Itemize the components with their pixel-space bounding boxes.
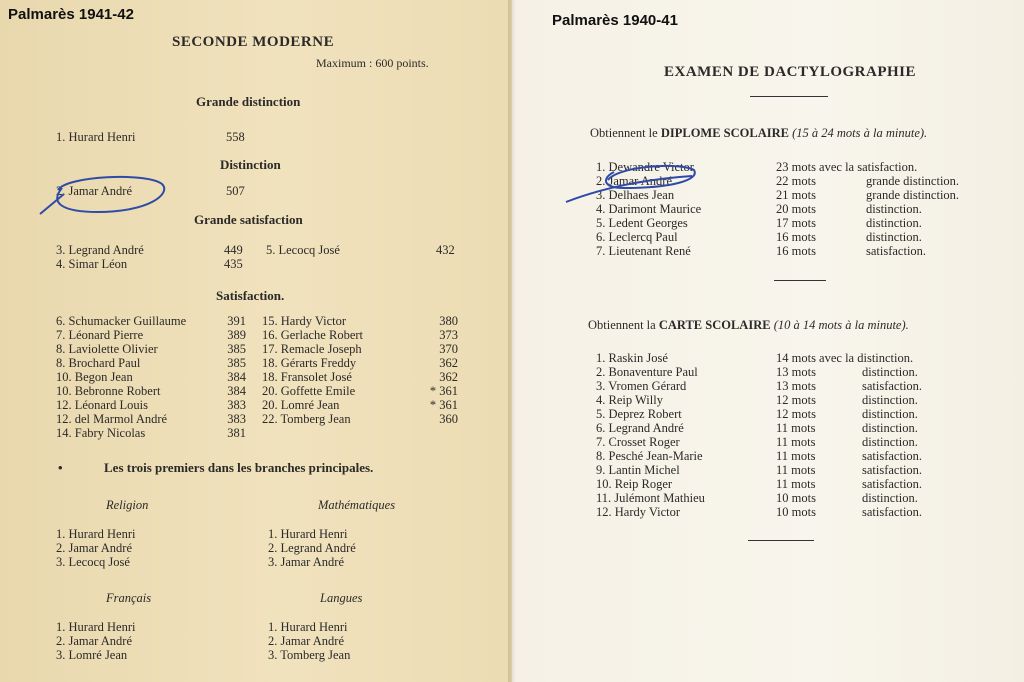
list-item: 2. Jamar André [56, 634, 133, 648]
list-item [262, 328, 458, 342]
list-item-name: 20. Lomré Jean [262, 398, 340, 412]
list-item-mots: 16 mots [776, 230, 816, 244]
list-item-mots: 11 mots [776, 435, 816, 449]
list-item: 3. Jamar André [268, 555, 345, 569]
list-item-name: 17. Remacle Joseph [262, 342, 362, 356]
list-item-name: 2. Bonaventure Paul [596, 365, 698, 379]
list-item-name: 6. Legrand André [596, 421, 684, 435]
list-item [596, 160, 996, 174]
list-item [596, 393, 996, 407]
list-item-name: 12. Hardy Victor [596, 505, 681, 519]
list-item-score: 385 [227, 356, 246, 370]
list-item-name: 8. Laviolette Olivier [56, 342, 158, 356]
list-item-mention: distinction. [862, 435, 918, 449]
list-item-mots: 17 mots [776, 216, 816, 230]
list-item-name: 8. Brochard Paul [56, 356, 141, 370]
list-item [596, 449, 996, 463]
diplome-intro-plain: Obtiennent le [590, 126, 661, 140]
diplome-list [596, 160, 996, 258]
section-divider [774, 280, 826, 281]
carte-intro-bold: CARTE SCOLAIRE [658, 318, 771, 332]
list-item-name: 5. Ledent Georges [596, 216, 688, 230]
list-item-mots: 12 mots [776, 393, 816, 407]
list-item-score: * 361 [429, 384, 458, 398]
heading-grande-distinction: Grande distinction [196, 94, 301, 109]
list-item: 1. Hurard Henri [268, 527, 348, 541]
list-item: 3. Lomré Jean [56, 648, 128, 662]
list-item [56, 356, 246, 370]
list-item-name: 22. Tomberg Jean [262, 412, 351, 426]
left-page-title: SECONDE MODERNE [172, 34, 335, 50]
list-item-mention: satisfaction. [862, 477, 923, 491]
bullet-mark: • [58, 460, 63, 475]
maximum-points-note: Maximum : 600 points. [316, 56, 429, 70]
list-item-mots: 12 mots [776, 407, 816, 421]
heading-trois-premiers: Les trois premiers dans les branches principales. [104, 460, 374, 475]
diplome-intro-italic: (15 à 24 mots à la minute). [788, 126, 928, 140]
list-item-mots: 22 mots [776, 174, 816, 188]
list-item [262, 398, 458, 412]
list-item-mention: distinction. [862, 407, 918, 421]
list-item [262, 370, 458, 384]
list-item-mots: 13 mots [776, 365, 816, 379]
heading-distinction: Distinction [220, 157, 281, 172]
carte-list [596, 351, 996, 519]
list-item [596, 407, 996, 421]
list-item-mention: distinction. [862, 365, 918, 379]
list-item-score: 381 [227, 426, 246, 440]
list-item-mention: grande distinction. [866, 188, 960, 202]
row-grande-distinction-score: 558 [226, 130, 245, 144]
list-item [56, 328, 246, 342]
row-gs-name-3: 5. Lecocq José [266, 243, 340, 257]
list-item-name: 18. Gérarts Freddy [262, 356, 357, 370]
list-item-name: 11. Julémont Mathieu [596, 491, 705, 505]
subject-langues-list [268, 620, 350, 662]
list-item [596, 505, 996, 519]
heading-satisfaction: Satisfaction. [216, 288, 285, 303]
right-page [512, 0, 1024, 682]
list-item-mots: 11 mots [776, 449, 816, 463]
list-item-name: 6. Leclercq Paul [596, 230, 678, 244]
list-item [596, 421, 996, 435]
carte-intro-italic: (10 à 14 mots à la minute). [770, 318, 909, 332]
page-gutter [508, 0, 516, 682]
list-item-mention: satisfaction. [862, 449, 923, 463]
list-item [262, 384, 458, 398]
list-item-name: 7. Crosset Roger [596, 435, 680, 449]
list-item-name: 7. Léonard Pierre [56, 328, 144, 342]
list-item-score: 391 [227, 314, 246, 328]
carte-intro-plain: Obtiennent la [588, 318, 659, 332]
list-item-mots: 13 mots [776, 379, 816, 393]
list-item: 1. Hurard Henri [56, 527, 136, 541]
list-item: 3. Tomberg Jean [268, 648, 351, 662]
list-item-name: 10. Bebronne Robert [56, 384, 161, 398]
list-item [56, 342, 246, 356]
list-item-name: 10. Reip Roger [596, 477, 673, 491]
list-item-name: 3. Vromen Gérard [596, 379, 687, 393]
list-item-score: 385 [227, 342, 246, 356]
satisfaction-list-left [56, 314, 246, 440]
list-item: 3. Lecocq José [56, 555, 130, 569]
list-item-mots: 21 mots [776, 188, 816, 202]
row-distinction-score: 507 [226, 184, 245, 198]
list-item [596, 351, 996, 365]
list-item-name: 8. Pesché Jean-Marie [596, 449, 703, 463]
list-item-mots: 14 mots avec la distinction. [776, 351, 914, 365]
bottom-divider [748, 540, 814, 541]
list-item [596, 230, 996, 244]
subject-francais-title: Français [106, 591, 152, 605]
list-item [56, 384, 246, 398]
list-item-name: 6. Schumacker Guillaume [56, 314, 187, 328]
list-item: 1. Hurard Henri [56, 620, 136, 634]
right-page-title: EXAMEN DE DACTYLOGRAPHIE [664, 64, 917, 80]
list-item [596, 174, 996, 188]
list-item-name: 9. Lantin Michel [596, 463, 680, 477]
list-item-score: 373 [439, 328, 458, 342]
list-item [596, 365, 996, 379]
list-item-mention: distinction. [862, 421, 918, 435]
list-item-name: 1. Dewandre Victor [596, 160, 694, 174]
list-item [262, 356, 458, 370]
list-item [56, 412, 246, 426]
list-item-score: 384 [227, 384, 246, 398]
heading-grande-satisfaction: Grande satisfaction [194, 212, 303, 227]
list-item-name: 12. del Marmol André [56, 412, 168, 426]
list-item-name: 4. Darimont Maurice [596, 202, 702, 216]
subject-mathematiques-title: Mathématiques [318, 498, 396, 512]
list-item [596, 188, 996, 202]
row-gs-name-1: 3. Legrand André [56, 243, 144, 257]
row-gs-score-1: 449 [224, 243, 243, 257]
list-item-mention: satisfaction. [866, 244, 927, 258]
list-item-name: 16. Gerlache Robert [262, 328, 364, 342]
row-gs-score-3: 432 [436, 243, 455, 257]
list-item-score: 360 [439, 412, 458, 426]
diplome-intro-bold: DIPLOME SCOLAIRE [660, 126, 789, 140]
list-item [596, 477, 996, 491]
list-item-mots: 16 mots [776, 244, 816, 258]
subject-mathematiques-list [268, 527, 356, 569]
list-item [262, 314, 458, 328]
list-item [56, 426, 246, 440]
list-item-name: 20. Goffette Emile [262, 384, 356, 398]
list-item-name: 14. Fabry Nicolas [56, 426, 146, 440]
list-item-score: 362 [439, 370, 458, 384]
subject-francais-list [56, 620, 136, 662]
satisfaction-list-right [262, 314, 458, 426]
left-palmares-header: Palmarès 1941-42 [8, 6, 134, 23]
list-item: 2. Jamar André [56, 541, 133, 555]
title-divider [750, 96, 828, 97]
list-item [596, 244, 996, 258]
list-item-score: 370 [439, 342, 458, 356]
row-gs-score-2: 435 [224, 257, 243, 271]
list-item-mention: distinction. [866, 202, 922, 216]
list-item-score: 380 [439, 314, 458, 328]
list-item-mention: satisfaction. [862, 379, 923, 393]
list-item [596, 491, 996, 505]
list-item-mots: 23 mots avec la satisfaction. [776, 160, 918, 174]
list-item-score: 383 [227, 398, 246, 412]
right-palmares-header: Palmarès 1940-41 [552, 12, 678, 29]
list-item-name: 12. Léonard Louis [56, 398, 148, 412]
list-item-name: 18. Fransolet José [262, 370, 352, 384]
list-item-score: * 361 [429, 398, 458, 412]
list-item-name: 15. Hardy Victor [262, 314, 347, 328]
list-item-mention: distinction. [866, 230, 922, 244]
list-item [262, 342, 458, 356]
list-item: 1. Hurard Henri [268, 620, 348, 634]
list-item-score: 384 [227, 370, 246, 384]
subject-religion-title: Religion [106, 498, 149, 512]
list-item [596, 379, 996, 393]
list-item-name: 3. Delhaes Jean [596, 188, 675, 202]
list-item-score: 383 [227, 412, 246, 426]
list-item-name: 5. Deprez Robert [596, 407, 682, 421]
list-item-mention: satisfaction. [862, 505, 923, 519]
list-item-mots: 10 mots [776, 505, 816, 519]
list-item-mention: satisfaction. [862, 463, 923, 477]
list-item-score: 362 [439, 356, 458, 370]
list-item [596, 463, 996, 477]
row-grande-distinction-name: 1. Hurard Henri [56, 130, 136, 144]
list-item [596, 435, 996, 449]
list-item [262, 412, 458, 426]
list-item-mention: distinction. [862, 491, 918, 505]
list-item-name: 7. Lieutenant René [596, 244, 691, 258]
list-item-mention: distinction. [862, 393, 918, 407]
diplome-intro [590, 126, 927, 141]
list-item-mention: distinction. [866, 216, 922, 230]
list-item-name: 2. Jamar André [596, 174, 673, 188]
list-item [596, 202, 996, 216]
list-item-score: 389 [227, 328, 246, 342]
list-item: 2. Legrand André [268, 541, 356, 555]
row-distinction-name: 2. Jamar André [56, 184, 133, 198]
list-item-mots: 11 mots [776, 477, 816, 491]
row-gs-name-2: 4. Simar Léon [56, 257, 128, 271]
list-item [56, 314, 246, 328]
list-item-name: 10. Begon Jean [56, 370, 133, 384]
subject-religion-list [56, 527, 136, 569]
subject-langues-title: Langues [320, 591, 363, 605]
list-item: 2. Jamar André [268, 634, 345, 648]
list-item-mots: 11 mots [776, 421, 816, 435]
list-item-mention: grande distinction. [866, 174, 960, 188]
list-item-name: 4. Reip Willy [596, 393, 663, 407]
list-item [56, 370, 246, 384]
list-item-mots: 11 mots [776, 463, 816, 477]
list-item-mots: 10 mots [776, 491, 816, 505]
list-item [596, 216, 996, 230]
carte-intro [588, 318, 909, 333]
list-item [56, 398, 246, 412]
list-item-mots: 20 mots [776, 202, 816, 216]
list-item-name: 1. Raskin José [596, 351, 668, 365]
